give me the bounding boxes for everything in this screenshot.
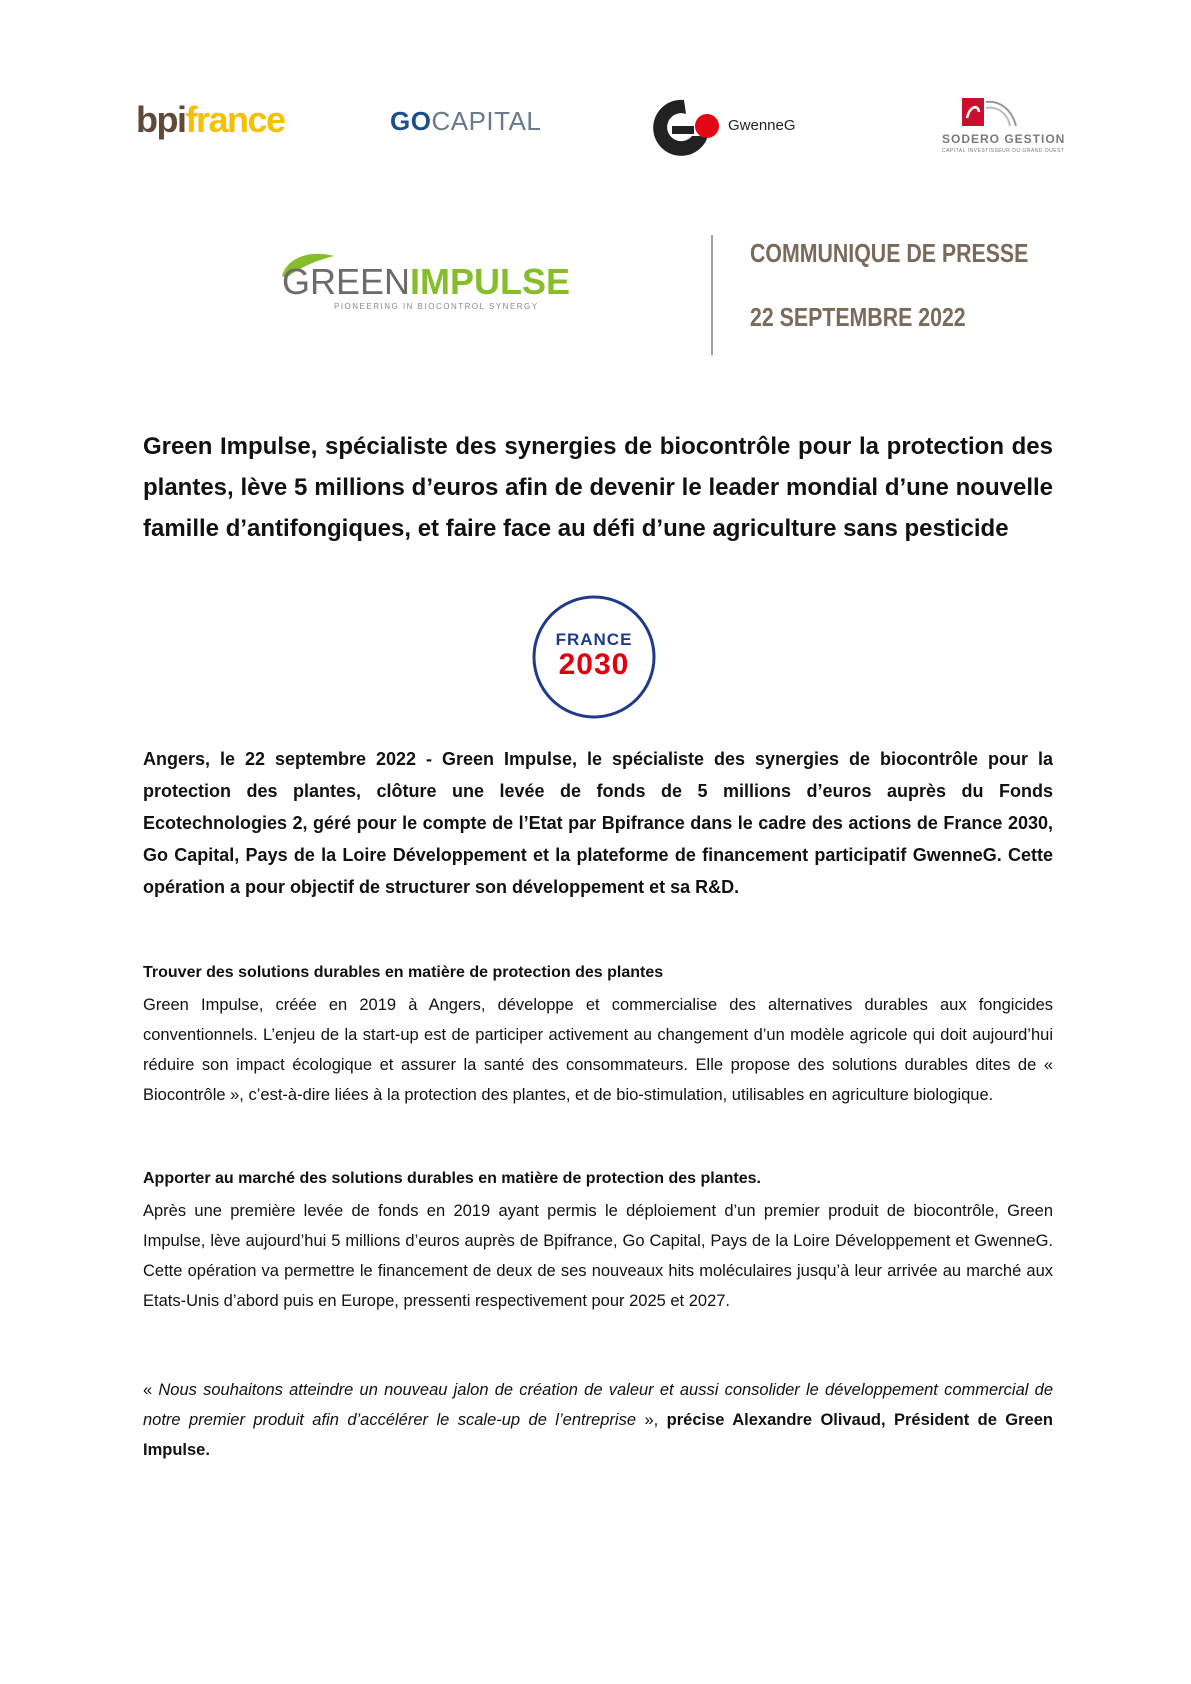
green-impulse-tagline: PIONEERING IN BIOCONTROL SYNERGY bbox=[334, 302, 539, 311]
france-2030-bottom-text: 2030 bbox=[558, 648, 630, 681]
header-divider bbox=[711, 235, 713, 355]
sodero-logo-text: SODERO GESTION bbox=[942, 132, 1066, 146]
france-2030-logo bbox=[529, 592, 659, 722]
quote-text: Nous souhaitons atteindre un nouveau jalon de création de valeur et aussi consolider le développement commercial de notre premier produit afin d’accélérer le scale-up de l’entreprise bbox=[143, 1381, 1053, 1429]
lead-paragraph: Angers, le 22 septembre 2022 - Green Impulse, le spécialiste des synergies de biocontrôle pour la protection des plantes, clôture une levée de fonds de 5 millions d’euros auprès du Fonds Ecotechnologies 2, géré pour le compte de l’Etat par Bpifrance dans le cadre des actions de France 2030, Go Capital, Pays de la Loire Développement et la plateforme de financement participatif GwenneG. Cette opération a pour objectif de structurer son développement et sa R&D. bbox=[143, 749, 1053, 897]
section-1-title: Trouver des solutions durables en matière de protection des plantes bbox=[143, 964, 664, 981]
gwenneg-logo-text: GwenneG bbox=[728, 117, 796, 134]
green-impulse-logo bbox=[282, 261, 571, 302]
sodero-emblem-icon bbox=[952, 96, 1022, 130]
quote-paragraph bbox=[143, 1375, 1053, 1465]
quote-close: », bbox=[636, 1411, 667, 1429]
go-logo-text: GO bbox=[390, 106, 432, 136]
bpifrance-logo bbox=[136, 99, 285, 140]
gi-impulse-text: IMPULSE bbox=[410, 261, 571, 302]
section-1-body: Green Impulse, créée en 2019 à Angers, développe et commercialise des alternatives durables aux fongicides conventionnels. L’enjeu de la start-up est de participer activement au changement d’un modèle agricole qui doit aujourd’hui réduire son impact écologique et assurer la santé des consommateurs. Elle propose des solutions durables dites de « Biocontrôle », c’est-à-dire liées à la protection des plantes, et de bio-stimulation, utilisables en agriculture biologique. bbox=[143, 996, 1053, 1104]
headline: Green Impulse, spécialiste des synergies de biocontrôle pour la protection des plantes, lève 5 millions d’euros afin de devenir le leader mondial d’une nouvelle famille d’antifongiques, et faire face au défi d’une agriculture sans pesticide bbox=[143, 433, 1053, 542]
section-2-body: Après une première levée de fonds en 2019 ayant permis le déploiement d’un premier produit de biocontrôle, Green Impulse, lève aujourd’hui 5 millions d’euros auprès de Bpifrance, Go Capital, Pays de la Loire Développement et GwenneG. Cette opération va permettre le financement de deux de ses nouveaux hits moléculaires jusqu’à leur arrivée au marché aux Etats-Unis d’abord puis en Europe, pressenti respectivement pour 2025 et 2027. bbox=[143, 1202, 1053, 1310]
go-capital-logo bbox=[390, 108, 541, 134]
quote-open: « bbox=[143, 1381, 159, 1399]
section-2-title: Apporter au marché des solutions durables en matière de protection des plantes. bbox=[143, 1170, 761, 1187]
gi-green-text: GREEN bbox=[282, 261, 411, 302]
press-release-title: COMMUNIQUE DE PRESSE bbox=[750, 238, 1029, 268]
france-2030-top-text: FRANCE bbox=[555, 630, 633, 649]
france-logo-text: france bbox=[185, 99, 285, 140]
capital-logo-text: CAPITAL bbox=[431, 106, 542, 136]
sodero-tagline: CAPITAL INVESTISSEUR DU GRAND OUEST bbox=[942, 148, 1065, 154]
bpi-logo-text: bpi bbox=[136, 99, 186, 140]
quote-attribution: précise Alexandre Olivaud, Président de Green Impulse. bbox=[143, 1411, 1053, 1459]
press-release-date: 22 SEPTEMBRE 2022 bbox=[750, 302, 966, 332]
